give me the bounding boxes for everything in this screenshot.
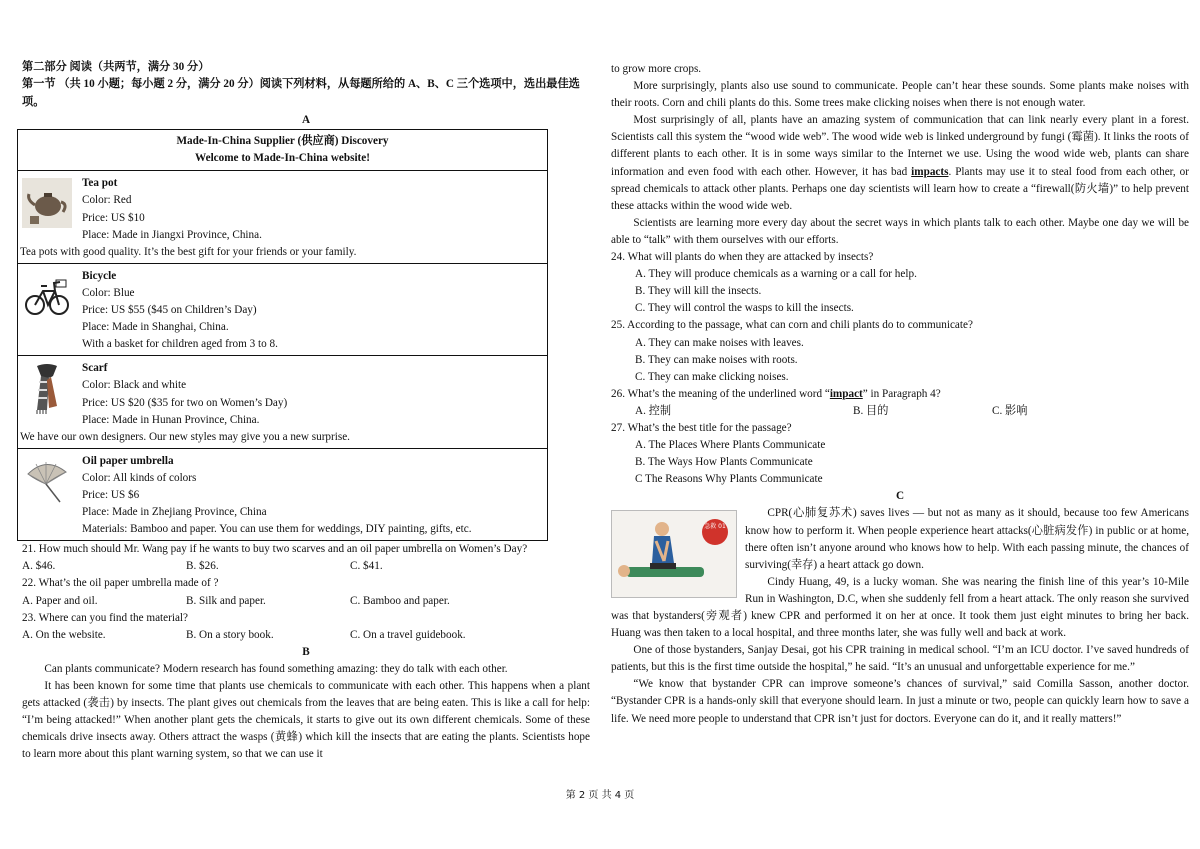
q22-options xyxy=(22,593,590,610)
product-color: Color: Blue xyxy=(82,286,135,299)
product-bicycle xyxy=(18,264,547,355)
product-scarf xyxy=(18,356,547,447)
option: A. Paper and oil. xyxy=(22,594,98,607)
product-place: Place: Made in Hunan Province, China. xyxy=(82,413,260,426)
cpr-illustration xyxy=(611,510,737,598)
option: B. Silk and paper. xyxy=(186,594,266,607)
product-price: Price: US $20 ($35 for two on Women’s Day) xyxy=(82,396,288,409)
question-27: 27. What’s the best title for the passage? xyxy=(611,421,792,434)
product-feature: With a basket for children aged from 3 to 8. xyxy=(82,338,278,351)
option: C. Bamboo and paper. xyxy=(350,594,450,607)
umbrella-icon xyxy=(22,455,72,507)
passage-c-paragraph: Cindy Huang, 49, is a lucky woman. She was nearing the finish line of this year’s 10-Mile Run in Washington, D.C, when she suddenly fell from a heart attack. The only reason she survived was that bystanders(旁观者) knew CPR and performed it on her at once. It took them just eight minutes to bring her back. Huang was then taken to a local hospital, and three months later, she was fully well and back at work. xyxy=(611,575,1189,640)
underlined-word: impact xyxy=(829,387,863,400)
bicycle-icon xyxy=(22,270,72,322)
option: A. They can make noises with leaves. xyxy=(635,336,804,349)
option: A. On the website. xyxy=(22,628,106,641)
passage-c-paragraph: One of those bystanders, Sanjay Desai, got his CPR training in medical school. “I’m an ICU doctor. I’ve saved hundreds of patients, but this is the first time outside the hospital,” he said. “It’s an unusual and unforgettable experience for me.” xyxy=(611,644,1189,674)
product-color: Color: Red xyxy=(82,194,132,207)
product-note: Tea pots with good quality. It’s the best gift for your friends or your family. xyxy=(20,245,357,258)
product-teapot xyxy=(18,171,547,262)
product-name: Scarf xyxy=(82,362,108,375)
passage-c-paragraph: “We know that bystander CPR can improve someone’s chances of survival,” said Comilla Sasson, another doctor. “Bystander CPR is a hands-only skill that everyone should learn. In just a minute or two, people can quickly learn how to save a life. We need more people to understand that CPR isn’t just for doctors. Everyone can do it, and it really matters!” xyxy=(611,678,1189,725)
product-price: Price: US $55 ($45 on Children’s Day) xyxy=(82,304,257,317)
option: C The Reasons Why Plants Communicate xyxy=(635,473,823,486)
product-note: We have our own designers. Our new styles may give you a new surprise. xyxy=(20,430,350,443)
left-column xyxy=(22,0,590,763)
product-color: Color: Black and white xyxy=(82,379,187,392)
page-number: 第 2 页 共 4 页 xyxy=(565,790,635,801)
option: C. On a travel guidebook. xyxy=(350,628,466,641)
question-22: 22. What’s the oil paper umbrella made of ? xyxy=(22,577,219,590)
passage-b-paragraph: It has been known for some time that plants use chemicals to communicate with each other. This happens when a plant gets attacked (袭击) by insects. The plant gives out chemicals from the leaves that are being eaten. This is like a call for help: “I’m being attacked!” When another plant gets the chemicals, it starts to give out its own different chemicals. Some of these chemicals drive insects away. Others attract the wasps (黄蜂) which kill the insects that are eating the plants. Scientists hope to learn more about this plant warning system, so that we can use it xyxy=(22,680,590,761)
product-name: Tea pot xyxy=(82,177,118,190)
right-column xyxy=(611,0,1189,728)
passage-c-paragraph: CPR(心肺复苏术) saves lives — but not as many as it should, because too few Americans know how to perform it. When people experience heart attacks(心脏病发作) in public or at home, there often isn’t anyone around who knows how to help. With each passing minute, the chances of surviving(幸存) a heart attack go down. xyxy=(745,507,1189,571)
option: C. They will control the wasps to kill the insects. xyxy=(635,302,854,315)
passage-b-label: B xyxy=(302,645,310,658)
question-21: 21. How much should Mr. Wang pay if he wants to buy two scarves and an oil paper umbrella on Women’s Day? xyxy=(22,543,528,556)
product-table xyxy=(17,129,548,541)
option: B. $26. xyxy=(186,560,219,573)
text: . Plants may use it to steal food from each other, or spread chemicals to attack other plants. Perhaps one day scientists will learn how to create a “firewall(防火墙)” to help prevent these attacks within the wood wide web. xyxy=(611,165,1189,212)
option: C. 影响 xyxy=(992,404,1028,417)
product-price: Price: US $10 xyxy=(82,211,145,224)
q25-options xyxy=(611,335,1189,386)
badge-text: 急救 01 xyxy=(702,519,728,545)
section-instructions: 第一节 （共 10 小题；每小题 2 分，满分 20 分）阅读下列材料，从每题所给的 A、B、C 三个选项中，选出最佳选项。 xyxy=(22,78,580,108)
product-price: Price: US $6 xyxy=(82,488,140,501)
underlined-word: impacts xyxy=(911,165,949,178)
option: B. The Ways How Plants Communicate xyxy=(635,456,813,469)
option: A. $46. xyxy=(22,560,56,573)
q23-options xyxy=(22,627,590,644)
text: 26. What’s the meaning of the underlined word “ xyxy=(611,387,830,400)
text: Most surprisingly of all, plants have an amazing system of communication that can link nearly every plant in a forest. Scientists call this system the “wood wide web”. The wood wide web is linked underground by fungi (霉菌). It links the roots of different plants to each other. It is in some ways similar to the Internet we use. Using the wood wide web, plants can share information and even food with each other. However, it has bad xyxy=(611,114,1189,178)
option: B. They will kill the insects. xyxy=(635,285,762,298)
table-title: Made-In-China Supplier (供应商) Discovery xyxy=(176,135,389,148)
product-name: Bicycle xyxy=(82,269,117,282)
passage-a-label: A xyxy=(301,114,311,127)
teapot-icon xyxy=(22,177,72,229)
part-title: 第二部分 阅读（共两节，满分 30 分） xyxy=(22,61,210,73)
scarf-icon xyxy=(22,362,72,414)
question-26 xyxy=(611,386,1189,403)
option: B. They can make noises with roots. xyxy=(635,353,798,366)
q21-options xyxy=(22,558,590,575)
table-subtitle: Welcome to Made-In-China website! xyxy=(195,152,370,165)
option: C. $41. xyxy=(350,560,383,573)
option: A. 控制 xyxy=(635,404,672,417)
option: B. On a story book. xyxy=(186,628,274,641)
option: C. They can make clicking noises. xyxy=(635,370,789,383)
product-materials: Materials: Bamboo and paper. You can use them for weddings, DIY painting, gifts, etc. xyxy=(82,523,472,536)
question-23: 23. Where can you find the material? xyxy=(22,611,188,624)
product-place: Place: Made in Shanghai, China. xyxy=(82,321,229,334)
product-name: Oil paper umbrella xyxy=(82,454,174,467)
option: B. 目的 xyxy=(853,404,889,417)
text: ” in Paragraph 4? xyxy=(862,387,941,400)
question-25: 25. According to the passage, what can corn and chili plants do to communicate? xyxy=(611,319,973,332)
product-color: Color: All kinds of colors xyxy=(82,471,197,484)
passage-b-paragraph: Scientists are learning more every day about the secret ways in which plants talk to each other. Maybe one day we will be able to “talk” with them ourselves with our efforts. xyxy=(611,216,1189,246)
option: A. They will produce chemicals as a warning or a call for help. xyxy=(635,268,917,281)
passage-b-paragraph: More surprisingly, plants also use sound to communicate. People can’t hear these sounds. Some plants make noises with their roots. Corn and chili plants do this. Some trees make clicking noises when there is not enough water. xyxy=(611,80,1189,110)
passage-b-paragraph: to grow more crops. xyxy=(611,63,702,75)
passage-c-label: C xyxy=(895,490,905,503)
q26-options xyxy=(611,403,1189,420)
option: A. The Places Where Plants Communicate xyxy=(635,439,826,452)
passage-b-paragraph xyxy=(611,112,1189,215)
table-header xyxy=(18,130,547,170)
passage-b-paragraph: Can plants communicate? Modern research has found something amazing: they do talk with each other. xyxy=(44,662,508,675)
q27-options xyxy=(611,437,1189,488)
question-24: 24. What will plants do when they are attacked by insects? xyxy=(611,251,874,264)
product-place: Place: Made in Zhejiang Province, China xyxy=(82,506,267,519)
product-umbrella xyxy=(18,449,547,540)
product-place: Place: Made in Jiangxi Province, China. xyxy=(82,228,262,241)
q24-options xyxy=(611,266,1189,317)
